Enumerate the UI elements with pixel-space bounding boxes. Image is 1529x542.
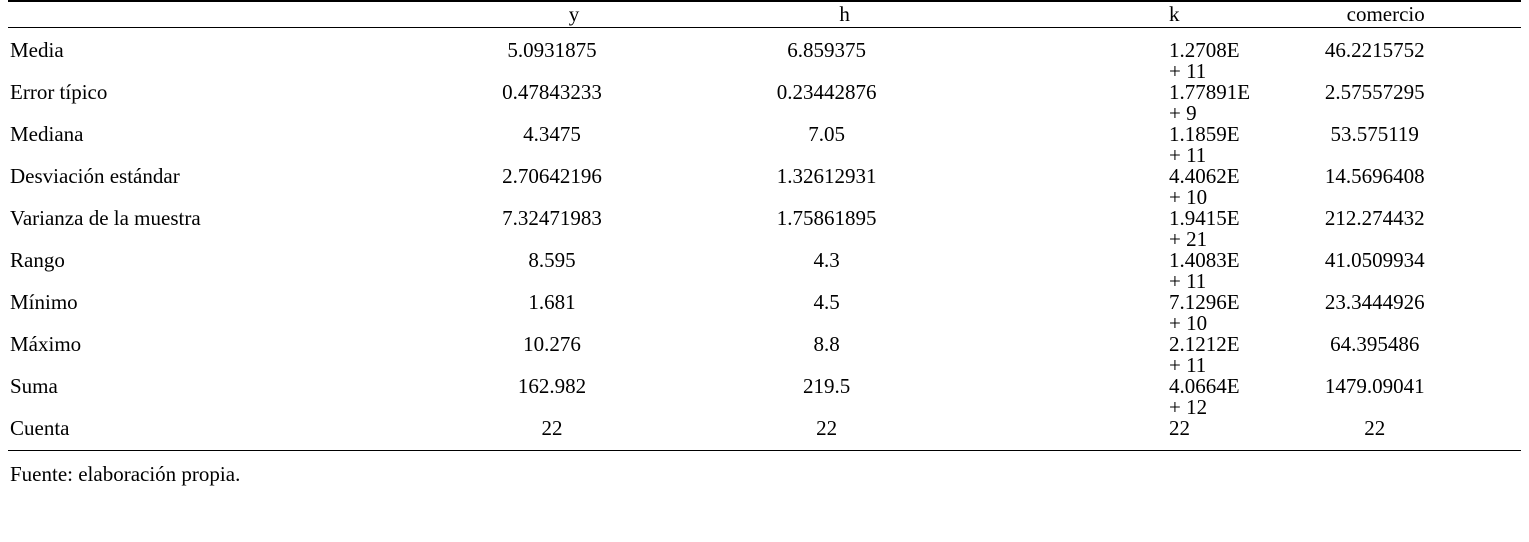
row-label: Rango xyxy=(10,248,65,272)
row-label: Cuenta xyxy=(8,418,439,451)
cell-value: 1.4083E + 11 xyxy=(1168,248,1240,293)
column-header-comercio: comercio xyxy=(1250,1,1521,28)
row-label: Mediana xyxy=(10,122,84,146)
cell-value: 64.395486 xyxy=(1330,332,1420,356)
header-row xyxy=(8,1,1521,28)
cell-value: 4.3 xyxy=(813,248,840,272)
cell-value: 2.70642196 xyxy=(502,164,602,188)
column-header-y: y xyxy=(439,1,710,28)
cell-value: 4.4062E + 10 xyxy=(1168,164,1240,209)
cell-value: 1.32612931 xyxy=(776,164,877,188)
row-label: Varianza de la muestra xyxy=(10,206,201,230)
cell-value: 1.1859E + 11 xyxy=(1168,122,1240,167)
column-header-label xyxy=(8,1,439,28)
cell-value: 22 xyxy=(709,418,980,451)
cell-value: 6.859375 xyxy=(787,38,866,62)
cell-value: 0.23442876 xyxy=(776,80,877,104)
cell-value: 4.5 xyxy=(813,290,840,314)
cell-value: 14.5696408 xyxy=(1324,164,1425,188)
cell-value: 7.32471983 xyxy=(502,206,602,230)
cell-value: 1.681 xyxy=(528,290,576,314)
table-row xyxy=(8,82,1521,124)
row-label: Máximo xyxy=(10,332,82,356)
column-header-h: h xyxy=(709,1,980,28)
cell-value: 1.75861895 xyxy=(776,206,877,230)
table-row xyxy=(8,28,1521,83)
cell-value: 7.1296E + 10 xyxy=(1168,290,1240,335)
cell-value: 1.77891E + 9 xyxy=(1168,80,1251,125)
cell-value: 22 xyxy=(1250,418,1521,451)
cell-value: 22 xyxy=(439,418,710,451)
row-label: Desviación estándar xyxy=(10,164,180,188)
cell-value: 1.9415E + 21 xyxy=(1168,206,1240,251)
row-label: Mínimo xyxy=(10,290,78,314)
cell-value: 162.982 xyxy=(517,374,587,398)
cell-value: 5.0931875 xyxy=(507,38,597,62)
row-label: Media xyxy=(10,38,64,62)
cell-value: 1479.09041 xyxy=(1324,374,1425,398)
row-label: Error típico xyxy=(10,80,108,104)
cell-value: 2.57557295 xyxy=(1324,80,1425,104)
cell-value: 1.2708E + 11 xyxy=(1168,38,1240,83)
cell-value: 219.5 xyxy=(802,374,851,398)
cell-value: 8.595 xyxy=(528,248,576,272)
cell-value: 7.05 xyxy=(808,122,845,146)
cell-value: 8.8 xyxy=(813,332,840,356)
table-row xyxy=(8,208,1521,250)
table-row xyxy=(8,124,1521,166)
cell-value: 2.1212E + 11 xyxy=(1168,332,1240,377)
table-body xyxy=(8,28,1521,451)
cell-value: 0.47843233 xyxy=(502,80,602,104)
cell-value: 22 xyxy=(980,418,1251,451)
table-row xyxy=(8,166,1521,208)
table-row xyxy=(8,292,1521,334)
table-row xyxy=(8,418,1521,451)
cell-value: 53.575119 xyxy=(1330,122,1419,146)
descriptive-statistics-table xyxy=(8,0,1521,451)
row-label: Suma xyxy=(10,374,58,398)
table-header xyxy=(8,1,1521,28)
cell-value: 41.0509934 xyxy=(1324,248,1425,272)
source-note: Fuente: elaboración propia. xyxy=(10,462,241,486)
cell-value: 46.2215752 xyxy=(1324,38,1425,62)
table-row xyxy=(8,376,1521,418)
table-row xyxy=(8,250,1521,292)
cell-value: 23.3444926 xyxy=(1324,290,1425,314)
table-row xyxy=(8,334,1521,376)
cell-value: 10.276 xyxy=(523,332,581,356)
column-header-k: k xyxy=(980,1,1251,28)
cell-value: 212.274432 xyxy=(1324,206,1425,230)
cell-value: 4.3475 xyxy=(523,122,581,146)
cell-value: 4.0664E + 12 xyxy=(1168,374,1240,419)
